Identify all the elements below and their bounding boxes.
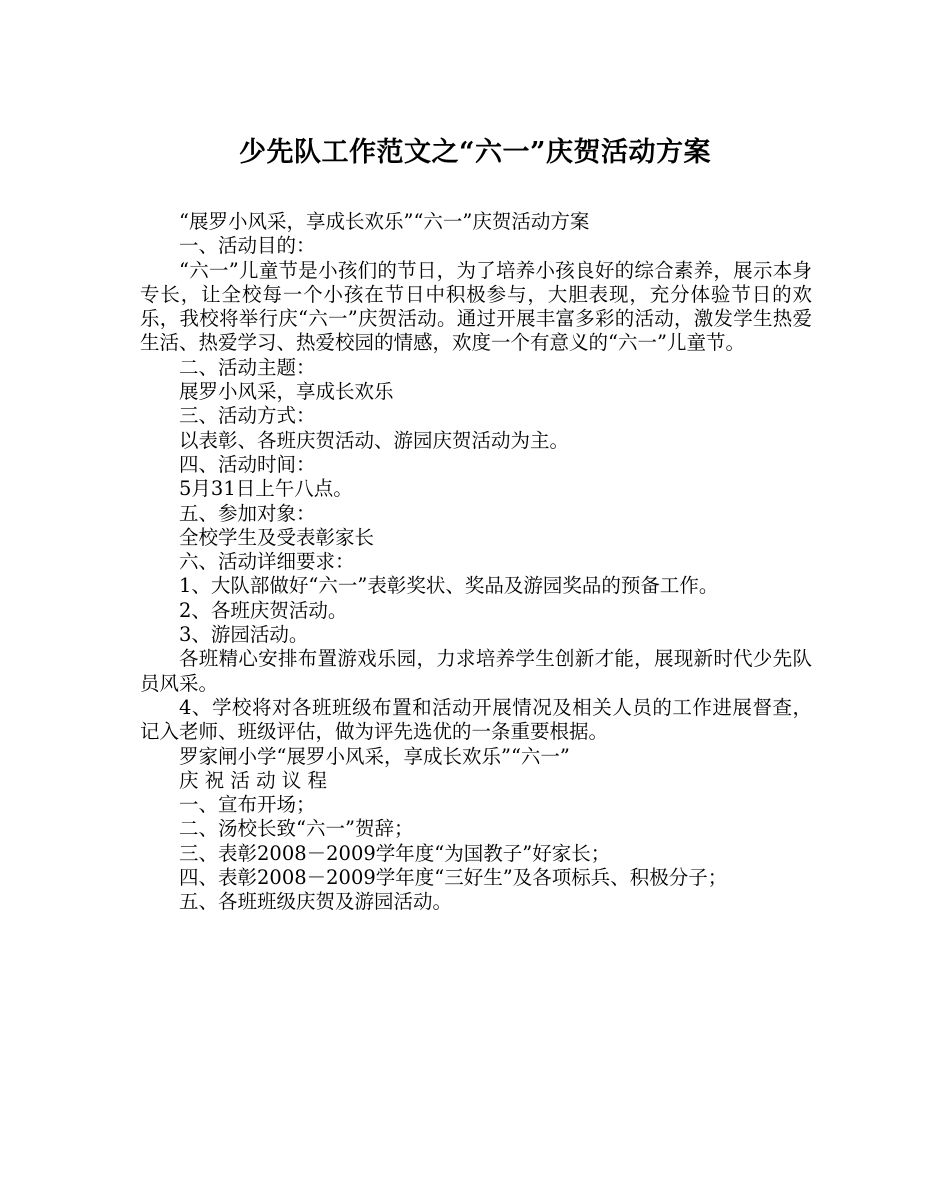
requirement-item-4: 4、学校将对各班班级布置和活动开展情况及相关人员的工作进展督查，记入老师、班级评估，做为评先选优的一条重要根据。 <box>140 695 812 744</box>
requirement-item-1: 1、大队部做好“六一”表彰奖状、奖品及游园奖品的预备工作。 <box>179 574 719 598</box>
agenda-heading-school: 罗家闸小学“展罗小风采，享成长欢乐”“六一” <box>179 744 570 768</box>
section-heading-participants: 五、参加对象： <box>179 501 316 525</box>
participants-text: 全校学生及受表彰家长 <box>179 525 375 549</box>
agenda-item-1: 一、宣布开场； <box>179 793 316 817</box>
time-text: 5月31日上午八点。 <box>179 477 353 501</box>
agenda-item-4: 四、表彰2008－2009学年度“三好生”及各项标兵、积极分子； <box>179 866 728 890</box>
requirement-item-3-detail: 各班精心安排布置游戏乐园，力求培养学生创新才能，展现新时代少先队员风采。 <box>140 647 812 695</box>
requirement-item-2: 2、各班庆贺活动。 <box>179 598 348 622</box>
requirement-item-3: 3、游园活动。 <box>179 623 309 647</box>
section-heading-requirements: 六、活动详细要求： <box>179 550 355 574</box>
format-text: 以表彰、各班庆贺活动、游园庆贺活动为主。 <box>179 428 570 452</box>
document-title: 少先队工作范文之“六一”庆贺活动方案 <box>238 137 712 168</box>
purpose-paragraph: “六一”儿童节是小孩们的节日，为了培养小孩良好的综合素养，展示本身专长，让全校每一个小孩在节日中积极参与，大胆表现，充分体验节日的欢乐，我校将举行庆“六一”庆贺活动。通过开展丰富多彩的活动，激发学生热爱生活、热爱学习、热爱校园的情感，欢度一个有意义的“六一”儿童节。 <box>140 258 812 355</box>
section-heading-theme: 二、活动主题： <box>179 355 316 379</box>
agenda-item-2: 二、汤校长致“六一”贺辞； <box>179 817 414 841</box>
agenda-item-5: 五、各班班级庆贺及游园活动。 <box>179 890 453 914</box>
section-heading-time: 四、活动时间： <box>179 452 316 476</box>
agenda-heading: 庆 祝 活 动 议 程 <box>179 768 327 792</box>
document-body <box>140 210 812 915</box>
theme-text: 展罗小风采，享成长欢乐 <box>179 380 394 404</box>
section-heading-format: 三、活动方式： <box>179 404 316 428</box>
agenda-item-3: 三、表彰2008－2009学年度“为国教子”好家长； <box>179 841 611 865</box>
section-heading-purpose: 一、活动目的： <box>179 234 316 258</box>
plan-subtitle: “展罗小风采，享成长欢乐”“六一”庆贺活动方案 <box>179 210 590 233</box>
